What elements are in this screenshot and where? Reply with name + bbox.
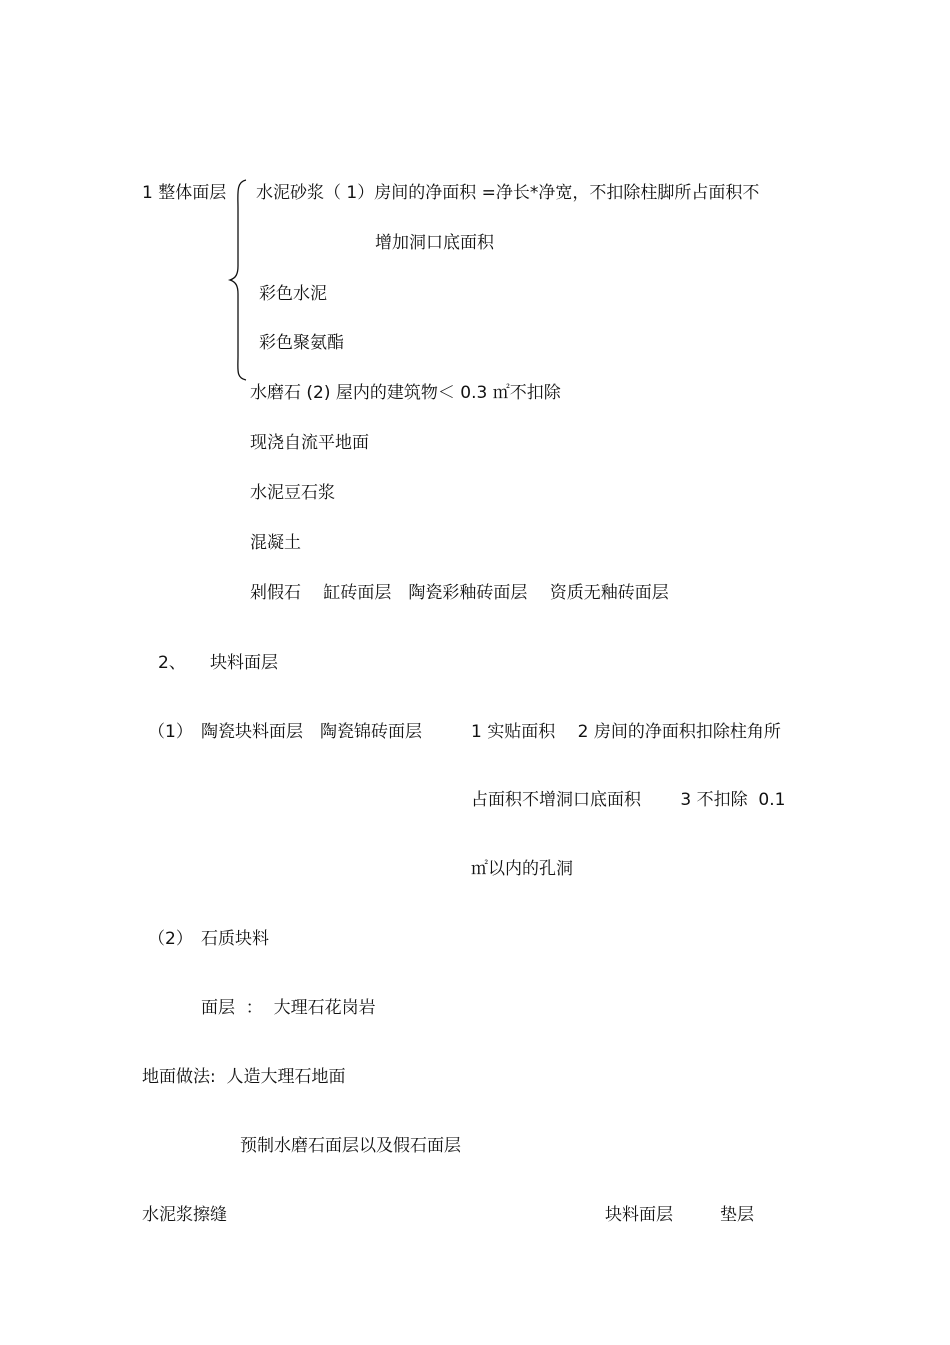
- item-1-number: （1）: [148, 722, 193, 742]
- item-2-name: 石质块料: [201, 929, 269, 949]
- cement-pea-stone: 水泥豆石浆: [250, 483, 335, 503]
- concrete: 混凝土: [250, 533, 301, 553]
- item-1-rule-b: 占面积不增洞口底面积 3 不扣除 0.1: [471, 790, 786, 810]
- item-2-number: （2）: [148, 929, 193, 949]
- color-polyurethane: 彩色聚氨酯: [259, 333, 344, 353]
- item-1-rule-a: 1 实贴面积 2 房间的净面积扣除柱角所: [471, 722, 781, 742]
- cement-grout: 水泥浆擦缝: [142, 1205, 227, 1225]
- block-layer: 块料面层: [605, 1205, 673, 1225]
- precast-terrazzo: 预制水磨石面层以及假石面层: [240, 1136, 461, 1156]
- floor-method: 地面做法: 人造大理石地面: [142, 1067, 346, 1087]
- section-2-heading: 块料面层: [210, 653, 278, 673]
- cement-mortar-continued: 增加洞口底面积: [375, 233, 494, 253]
- section-2-number: 2、: [158, 653, 186, 673]
- item-1-name: 陶瓷块料面层 陶瓷锦砖面层: [201, 722, 422, 742]
- self-leveling-floor: 现浇自流平地面: [250, 433, 369, 453]
- tiles-row: 剁假石 缸砖面层 陶瓷彩釉砖面层 资质无釉砖面层: [250, 583, 669, 603]
- item-1-rule-c: ㎡以内的孔洞: [471, 859, 573, 879]
- section-1-heading: 1 整体面层: [142, 183, 227, 203]
- surface-layer: 面层 ： 大理石花岗岩: [201, 998, 376, 1018]
- terrazzo-line: 水磨石 (2) 屋内的建筑物＜ 0.3 ㎡不扣除: [250, 383, 561, 403]
- cement-mortar-line: 水泥砂浆（ 1）房间的净面积 =净长*净宽，不扣除柱脚所占面积不: [256, 183, 760, 203]
- curly-brace: [226, 178, 248, 382]
- cushion-layer: 垫层: [720, 1205, 754, 1225]
- color-cement: 彩色水泥: [259, 284, 327, 304]
